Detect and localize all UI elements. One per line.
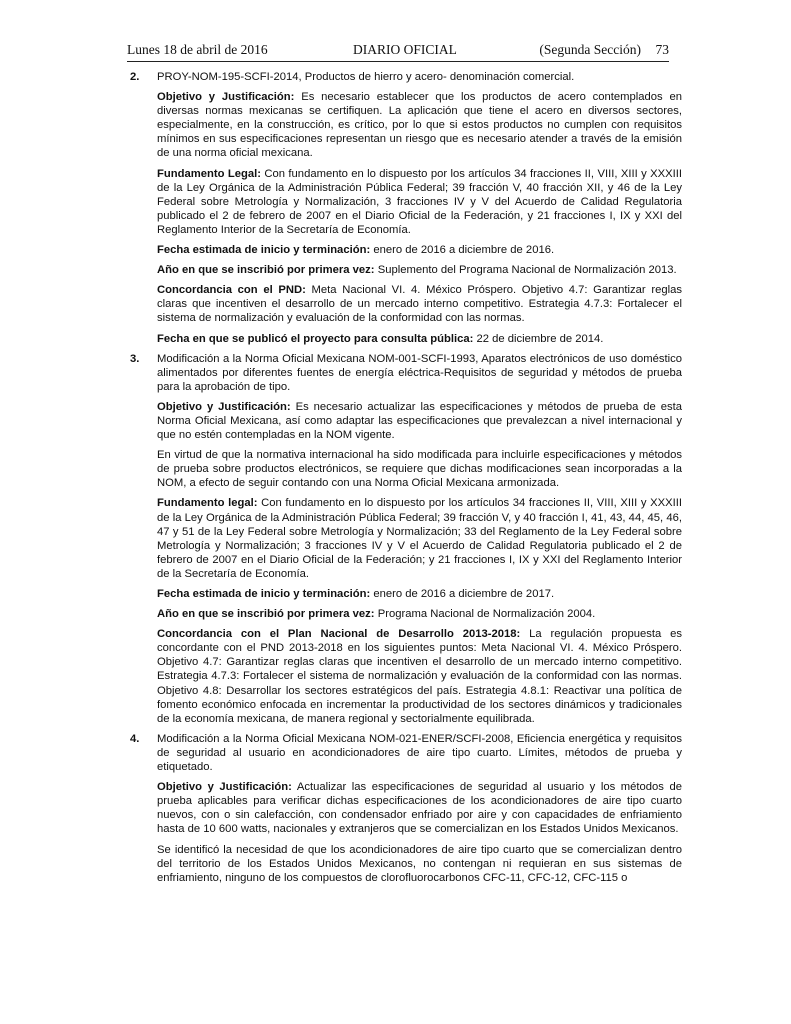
paragraph-text: Meta Nacional VI. 4. México Próspero. Objetivo 4.7: Garantizar reglas claras que incentiven el desarrollo de un mercado interno competitivo. Estrategia 4.7.3: Fortalecer el sistema de normalización y evaluación de la conformidad con las normas. — [157, 284, 682, 325]
item-paragraph — [157, 448, 682, 490]
list-item — [130, 70, 682, 346]
document-body — [130, 70, 682, 891]
paragraph-text: Actualizar las especificaciones de seguridad al usuario y los métodos de prueba aplicables para verificar dichas especificaciones de los acondicionadores de aire tipo cuarto nuevos, con o sin calefacción, con condensador enfriado por aire y con capacidades de enfriamiento hasta de 10 600 watts, nacionales y extranjeros que se comercializan en los Estados Unidos Mexicanos. — [157, 781, 682, 836]
item-paragraph — [157, 167, 682, 237]
paragraph-text: Programa Nacional de Normalización 2004. — [374, 608, 596, 621]
header-date: Lunes 18 de abril de 2016 — [127, 42, 268, 57]
item-paragraph — [157, 243, 682, 257]
paragraph-label: Concordancia con el PND: — [157, 284, 306, 297]
item-paragraph — [157, 627, 682, 726]
list-item — [130, 352, 682, 726]
paragraph-label: Concordancia con el Plan Nacional de Desarrollo 2013-2018: — [157, 628, 521, 641]
list-item — [130, 732, 682, 885]
item-paragraph — [157, 607, 682, 621]
item-paragraph — [157, 496, 682, 581]
item-number: 4. — [130, 732, 140, 745]
paragraph-label: Objetivo y Justificación: — [157, 91, 295, 104]
item-title: PROY-NOM-195-SCFI-2014, Productos de hierro y acero- denominación comercial. — [157, 71, 575, 83]
header-section: (Segunda Sección) — [539, 42, 641, 57]
item-paragraph — [157, 263, 682, 277]
item-paragraph — [157, 780, 682, 836]
item-paragraph — [157, 843, 682, 885]
item-number: 2. — [130, 71, 140, 83]
paragraph-text: enero de 2016 a diciembre de 2017. — [370, 588, 555, 600]
paragraph-text: enero de 2016 a diciembre de 2016. — [370, 244, 555, 257]
paragraph-label: Fundamento legal: — [157, 497, 258, 510]
paragraph-text: 22 de diciembre de 2014. — [473, 332, 604, 345]
item-title: Modificación a la Norma Oficial Mexicana NOM-001-SCFI-1993, Aparatos electrónicos de uso doméstico alimentados por diferentes fuentes de energía eléctrica-Requisitos de seguridad y métodos de prueba para la aprobación de tipo. — [157, 352, 682, 393]
page-header — [127, 42, 669, 60]
paragraph-label: Objetivo y Justificación: — [157, 400, 291, 413]
paragraph-text: Con fundamento en lo dispuesto por los artículos 34 fracciones II, VIII, XIII y XXXIII de la Ley Orgánica de la Administración Pública Federal; 39 fracción V, 40 fracción XII, y 46 de la Ley Federal sobre Metrología y Normalización, 3 fracciones IV y V del Acuerdo de Calidad Regulatoria publicado el 2 de febrero de 2007 en el Diario Oficial de la Federación, y 21 fracciones I, IX y XXI del Reglamento Interior de la Secretaría de Economía. — [157, 167, 683, 236]
paragraph-label: Fecha estimada de inicio y terminación: — [157, 244, 371, 257]
item-number: 3. — [130, 352, 140, 365]
item-title: Modificación a la Norma Oficial Mexicana NOM-021-ENER/SCFI-2008, Eficiencia energética y requisitos de seguridad al usuario en acondicionadores de aire tipo cuarto. Límites, métodos de prueba y etiquetado. — [157, 732, 682, 774]
paragraph-label: Objetivo y Justificación: — [157, 781, 292, 794]
paragraph-text: Es necesario actualizar las especificaciones y métodos de prueba de esta Norma Oficial Mexicana, así como adaptar las especificaciones que prevalezcan a nivel internacional y que no estén contempladas en la NOM vigente. — [157, 400, 682, 442]
paragraph-label: Fecha en que se publicó el proyecto para consulta pública: — [157, 332, 474, 345]
paragraph-label: Fundamento Legal: — [157, 167, 262, 180]
item-paragraph — [157, 400, 682, 442]
item-paragraph — [157, 283, 682, 325]
paragraph-label: Fecha estimada de inicio y terminación: — [157, 588, 371, 600]
item-paragraph — [157, 332, 682, 346]
paragraph-text: Se identificó la necesidad de que los acondicionadores de aire tipo cuarto que se comercializan dentro del territorio de los Estados Unidos Mexicanos, no contengan ni requieran en sus sistemas de enfriamiento, ninguno de los compuestos de clorofluorocarbonos CFC-11, CFC-12, CFC-115 o — [157, 843, 682, 884]
paragraph-text: La regulación propuesta es concordante con el PND 2013-2018 en los siguientes puntos: Meta Nacional VI. 4. México Próspero. Objetivo 4.7: Garantizar reglas claras que incentiven el desarrollo de un mercado interno competitivo. Estrategia 4.7.3: Fortalecer el sistema de normalización y evaluación de la conformidad con las normas. Objetivo 4.8: Desarrollar los sectores estratégicos del país. Estrategia 4.8.1: Reactivar una política de fomento económico enfocada en incrementar la productividad de los sectores dinámicos y tradicionales de la economía mexicana, de manera regional y sectorialmente equilibrada. — [157, 628, 682, 725]
item-paragraph — [157, 90, 682, 160]
header-publication-title: DIARIO OFICIAL — [353, 42, 457, 57]
paragraph-text: Es necesario establecer que los productos de acero contemplados en diversas normas mexicanas se certifiquen. La aplicación que tiene el acero en diversos sectores, especialmente, en la construcción, es crítico, por lo que si estos productos no cumplen con requisitos mínimos en sus especificaciones representan un riesgo que es necesario atender a través de la emisión de una norma oficial mexicana. — [157, 91, 682, 160]
paragraph-text: Con fundamento en lo dispuesto por los artículos 34 fracciones II, VIII, XIII y XXXIII de la Ley Orgánica de la Administración Pública Federal; 39 fracción V, y 40 fracción I, 41, 43, 44, 45, 46, 47 y 51 de la Ley Federal sobre Metrología y Normalización; 33 del Reglamento de la Ley Federal sobre Metrología y Normalización; 3 fracciones IV y V el Acuerdo de Calidad Regulatoria publicado el 2 de febrero de 2007 en el Diario Oficial de la Federación; y 21 fracciones I, IX y XXI del Reglamento Interior de la Secretaría de Economía. — [157, 497, 682, 580]
item-paragraph — [157, 587, 682, 601]
header-page-number: 73 — [655, 42, 669, 57]
paragraph-text: Suplemento del Programa Nacional de Normalización 2013. — [374, 264, 677, 277]
header-rule — [127, 61, 669, 62]
paragraph-label: Año en que se inscribió por primera vez: — [157, 608, 375, 621]
paragraph-label: Año en que se inscribió por primera vez: — [157, 264, 375, 277]
paragraph-text: En virtud de que la normativa internacional ha sido modificada para incluirle especificaciones y métodos de prueba sobre productos electrónicos, se requiere que dichas modificaciones sean incorporadas a la NOM, a efecto de seguir contando con una Norma Oficial Mexicana armonizada. — [157, 449, 682, 490]
